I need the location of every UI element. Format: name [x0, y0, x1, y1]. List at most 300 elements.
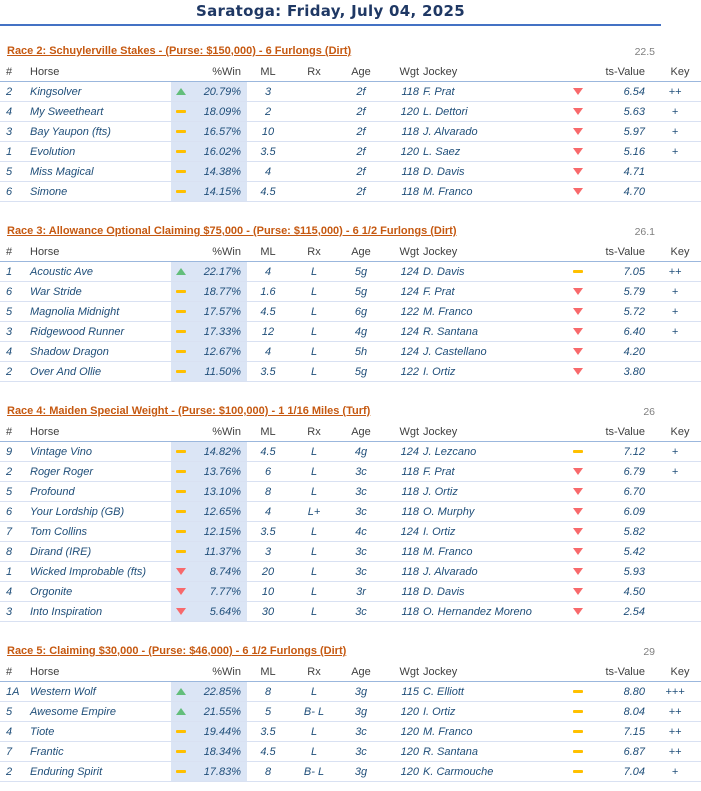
trend-down-icon — [573, 568, 583, 575]
table-row[interactable] — [0, 322, 701, 342]
key-rating — [649, 562, 701, 582]
key-rating: + — [649, 302, 701, 322]
win-percent: 16.02% — [191, 142, 247, 162]
column-header: Key — [649, 242, 701, 262]
race-section — [0, 222, 690, 382]
trend-flat-icon — [573, 270, 583, 273]
table-row[interactable] — [0, 762, 701, 782]
win-percent: 11.50% — [191, 362, 247, 382]
post-number: 6 — [0, 182, 30, 202]
race-title[interactable]: Race 3: Allowance Optional Claiming $75,000 - (Purse: $115,000) - 6 1/2 Furlongs (Dirt) — [7, 225, 457, 237]
jockey: O. Murphy — [423, 502, 565, 522]
key-rating — [649, 182, 701, 202]
trend-flat-icon — [176, 310, 186, 313]
weight: 118 — [383, 602, 423, 622]
key-rating — [649, 362, 701, 382]
post-number: 5 — [0, 162, 30, 182]
weight: 118 — [383, 82, 423, 102]
post-number: 2 — [0, 82, 30, 102]
column-header: %Win — [191, 662, 247, 682]
ts-indicator-cell — [565, 582, 591, 602]
win-percent: 12.15% — [191, 522, 247, 542]
jockey: K. Carmouche — [423, 762, 565, 782]
entries-table — [0, 62, 701, 202]
race-score: 26.1 — [634, 226, 655, 238]
ts-indicator-cell — [565, 182, 591, 202]
age-sex: 5g — [339, 262, 383, 282]
weight: 118 — [383, 502, 423, 522]
column-header: Horse — [30, 422, 171, 442]
table-row[interactable] — [0, 482, 701, 502]
trend-up-icon — [176, 688, 186, 695]
table-row[interactable] — [0, 122, 701, 142]
key-rating: ++ — [649, 722, 701, 742]
trend-flat-icon — [176, 470, 186, 473]
weight: 124 — [383, 342, 423, 362]
column-header: Rx — [289, 62, 339, 82]
win-percent: 22.85% — [191, 682, 247, 702]
win-percent: 7.77% — [191, 582, 247, 602]
win-indicator-cell — [171, 182, 191, 202]
win-percent: 13.76% — [191, 462, 247, 482]
win-indicator-cell — [171, 102, 191, 122]
column-header: ML — [247, 62, 289, 82]
trend-down-icon — [573, 328, 583, 335]
horse-name: Simone — [30, 182, 171, 202]
race-title[interactable]: Race 2: Schuylerville Stakes - (Purse: $150,000) - 6 Furlongs (Dirt) — [7, 45, 352, 57]
horse-name: Your Lordship (GB) — [30, 502, 171, 522]
morning-line: 4.5 — [247, 742, 289, 762]
win-indicator-cell — [171, 462, 191, 482]
horse-name: Orgonite — [30, 582, 171, 602]
key-rating: + — [649, 282, 701, 302]
win-percent: 17.83% — [191, 762, 247, 782]
ts-indicator-cell — [565, 282, 591, 302]
ts-indicator-cell — [565, 82, 591, 102]
morning-line: 4.5 — [247, 302, 289, 322]
age-sex: 3g — [339, 762, 383, 782]
column-header: Wgt — [383, 62, 423, 82]
jockey: M. Franco — [423, 182, 565, 202]
win-indicator-cell — [171, 722, 191, 742]
morning-line: 3.5 — [247, 522, 289, 542]
win-percent: 8.74% — [191, 562, 247, 582]
column-header — [565, 662, 591, 682]
trend-down-icon — [573, 608, 583, 615]
horse-name: Into Inspiration — [30, 602, 171, 622]
age-sex: 3c — [339, 742, 383, 762]
trend-down-icon — [573, 108, 583, 115]
ts-value: 6.40 — [591, 322, 649, 342]
win-indicator-cell — [171, 82, 191, 102]
table-row[interactable] — [0, 562, 701, 582]
jockey: J. Ortiz — [423, 482, 565, 502]
jockey: F. Prat — [423, 82, 565, 102]
win-indicator-cell — [171, 262, 191, 282]
post-number: 2 — [0, 362, 30, 382]
trend-down-icon — [176, 608, 186, 615]
age-sex: 2f — [339, 122, 383, 142]
column-header: Wgt — [383, 662, 423, 682]
key-rating: + — [649, 142, 701, 162]
race-score: 26 — [643, 406, 655, 418]
trend-flat-icon — [176, 170, 186, 173]
horse-name: Wicked Improbable (fts) — [30, 562, 171, 582]
medication: L — [289, 282, 339, 302]
trend-down-icon — [573, 468, 583, 475]
age-sex: 4g — [339, 442, 383, 462]
ts-value: 8.80 — [591, 682, 649, 702]
title-divider — [0, 24, 661, 26]
horse-name: Tiote — [30, 722, 171, 742]
page-title: Saratoga: Friday, July 04, 2025 — [195, 2, 465, 20]
age-sex: 3c — [339, 502, 383, 522]
medication: B- L — [289, 762, 339, 782]
jockey: L. Dettori — [423, 102, 565, 122]
win-indicator-cell — [171, 762, 191, 782]
ts-indicator-cell — [565, 362, 591, 382]
win-percent: 17.57% — [191, 302, 247, 322]
table-row[interactable] — [0, 182, 701, 202]
win-percent: 18.77% — [191, 282, 247, 302]
age-sex: 3r — [339, 582, 383, 602]
medication: L — [289, 322, 339, 342]
age-sex: 2f — [339, 82, 383, 102]
horse-name: Over And Ollie — [30, 362, 171, 382]
ts-value: 6.87 — [591, 742, 649, 762]
column-header: # — [0, 242, 30, 262]
medication: L — [289, 522, 339, 542]
weight: 124 — [383, 262, 423, 282]
ts-indicator-cell — [565, 762, 591, 782]
jockey: C. Elliott — [423, 682, 565, 702]
trend-flat-icon — [176, 130, 186, 133]
morning-line: 3.5 — [247, 142, 289, 162]
post-number: 9 — [0, 442, 30, 462]
medication: L — [289, 302, 339, 322]
trend-flat-icon — [176, 450, 186, 453]
trend-flat-icon — [573, 750, 583, 753]
table-row[interactable] — [0, 302, 701, 322]
trend-down-icon — [573, 368, 583, 375]
jockey: I. Ortiz — [423, 702, 565, 722]
win-indicator-cell — [171, 702, 191, 722]
ts-indicator-cell — [565, 142, 591, 162]
key-rating: ++ — [649, 262, 701, 282]
ts-value: 5.63 — [591, 102, 649, 122]
trend-flat-icon — [573, 770, 583, 773]
entries-table — [0, 422, 701, 622]
age-sex: 4c — [339, 522, 383, 542]
post-number: 4 — [0, 102, 30, 122]
trend-down-icon — [573, 168, 583, 175]
column-header: Key — [649, 62, 701, 82]
table-row[interactable] — [0, 542, 701, 562]
table-row[interactable] — [0, 462, 701, 482]
weight: 124 — [383, 522, 423, 542]
post-number: 5 — [0, 702, 30, 722]
horse-name: Evolution — [30, 142, 171, 162]
key-rating: + — [649, 462, 701, 482]
column-header: Jockey — [423, 422, 565, 442]
medication: L — [289, 542, 339, 562]
morning-line: 10 — [247, 122, 289, 142]
column-header: ts-Value — [591, 242, 649, 262]
medication: L — [289, 342, 339, 362]
age-sex: 5g — [339, 282, 383, 302]
table-row[interactable] — [0, 722, 701, 742]
trend-flat-icon — [573, 690, 583, 693]
horse-name: Shadow Dragon — [30, 342, 171, 362]
medication — [289, 82, 339, 102]
win-percent: 16.57% — [191, 122, 247, 142]
ts-value: 4.70 — [591, 182, 649, 202]
ts-value: 6.79 — [591, 462, 649, 482]
column-header: Key — [649, 422, 701, 442]
table-row[interactable] — [0, 162, 701, 182]
horse-name: Ridgewood Runner — [30, 322, 171, 342]
win-indicator-cell — [171, 322, 191, 342]
table-header-row — [0, 662, 701, 682]
table-row[interactable] — [0, 582, 701, 602]
table-row[interactable] — [0, 102, 701, 122]
age-sex: 2f — [339, 102, 383, 122]
morning-line: 4 — [247, 162, 289, 182]
morning-line: 5 — [247, 702, 289, 722]
column-header: Wgt — [383, 242, 423, 262]
medication — [289, 142, 339, 162]
medication: L+ — [289, 502, 339, 522]
win-percent: 14.38% — [191, 162, 247, 182]
race-section — [0, 402, 690, 622]
win-percent: 17.33% — [191, 322, 247, 342]
column-header: Age — [339, 662, 383, 682]
table-row[interactable] — [0, 742, 701, 762]
trend-down-icon — [573, 548, 583, 555]
win-percent: 12.65% — [191, 502, 247, 522]
ts-value: 5.72 — [591, 302, 649, 322]
ts-indicator-cell — [565, 722, 591, 742]
jockey: D. Davis — [423, 162, 565, 182]
column-header — [171, 662, 191, 682]
morning-line: 8 — [247, 482, 289, 502]
horse-name: Profound — [30, 482, 171, 502]
column-header: Rx — [289, 422, 339, 442]
weight: 118 — [383, 562, 423, 582]
table-row[interactable] — [0, 342, 701, 362]
win-indicator-cell — [171, 122, 191, 142]
table-row[interactable] — [0, 362, 701, 382]
trend-flat-icon — [176, 490, 186, 493]
ts-indicator-cell — [565, 742, 591, 762]
table-row[interactable] — [0, 442, 701, 462]
ts-value: 5.97 — [591, 122, 649, 142]
table-row[interactable] — [0, 282, 701, 302]
ts-value: 8.04 — [591, 702, 649, 722]
jockey: R. Santana — [423, 742, 565, 762]
column-header: %Win — [191, 242, 247, 262]
medication: L — [289, 482, 339, 502]
table-row[interactable] — [0, 522, 701, 542]
race-title[interactable]: Race 4: Maiden Special Weight - (Purse: $100,000) - 1 1/16 Miles (Turf) — [7, 405, 371, 417]
table-row[interactable] — [0, 142, 701, 162]
ts-value: 5.42 — [591, 542, 649, 562]
ts-value: 6.54 — [591, 82, 649, 102]
win-percent: 18.34% — [191, 742, 247, 762]
table-row[interactable] — [0, 82, 701, 102]
horse-name: Roger Roger — [30, 462, 171, 482]
jockey: F. Prat — [423, 462, 565, 482]
weight: 115 — [383, 682, 423, 702]
race-title[interactable]: Race 5: Claiming $30,000 - (Purse: $46,000) - 6 1/2 Furlongs (Dirt) — [7, 645, 347, 657]
post-number: 3 — [0, 122, 30, 142]
entries-table — [0, 242, 701, 382]
morning-line: 2 — [247, 102, 289, 122]
trend-down-icon — [573, 148, 583, 155]
post-number: 6 — [0, 502, 30, 522]
age-sex: 4g — [339, 322, 383, 342]
post-number: 1A — [0, 682, 30, 702]
morning-line: 6 — [247, 462, 289, 482]
ts-value: 6.09 — [591, 502, 649, 522]
weight: 122 — [383, 302, 423, 322]
win-percent: 13.10% — [191, 482, 247, 502]
entries-table — [0, 662, 701, 782]
post-number: 2 — [0, 762, 30, 782]
win-indicator-cell — [171, 162, 191, 182]
ts-indicator-cell — [565, 162, 591, 182]
key-rating: + — [649, 442, 701, 462]
table-row[interactable] — [0, 602, 701, 622]
win-indicator-cell — [171, 342, 191, 362]
key-rating: ++ — [649, 82, 701, 102]
medication: L — [289, 442, 339, 462]
horse-name: Enduring Spirit — [30, 762, 171, 782]
medication: L — [289, 262, 339, 282]
column-header: ML — [247, 422, 289, 442]
trend-flat-icon — [176, 330, 186, 333]
trend-flat-icon — [176, 550, 186, 553]
ts-indicator-cell — [565, 262, 591, 282]
win-percent: 14.15% — [191, 182, 247, 202]
post-number: 3 — [0, 602, 30, 622]
trend-down-icon — [573, 128, 583, 135]
ts-value: 7.12 — [591, 442, 649, 462]
horse-name: My Sweetheart — [30, 102, 171, 122]
jockey: M. Franco — [423, 722, 565, 742]
age-sex: 5h — [339, 342, 383, 362]
jockey: J. Castellano — [423, 342, 565, 362]
jockey: O. Hernandez Moreno — [423, 602, 565, 622]
weight: 118 — [383, 162, 423, 182]
jockey: D. Davis — [423, 582, 565, 602]
trend-down-icon — [573, 188, 583, 195]
ts-value: 7.04 — [591, 762, 649, 782]
table-row[interactable] — [0, 502, 701, 522]
column-header — [565, 422, 591, 442]
key-rating — [649, 162, 701, 182]
table-row[interactable] — [0, 262, 701, 282]
age-sex: 3c — [339, 542, 383, 562]
win-indicator-cell — [171, 682, 191, 702]
trend-flat-icon — [176, 150, 186, 153]
win-indicator-cell — [171, 362, 191, 382]
key-rating: ++ — [649, 742, 701, 762]
weight: 118 — [383, 122, 423, 142]
table-row[interactable] — [0, 702, 701, 722]
post-number: 1 — [0, 142, 30, 162]
ts-value: 4.50 — [591, 582, 649, 602]
win-percent: 14.82% — [191, 442, 247, 462]
medication: L — [289, 462, 339, 482]
jockey: L. Saez — [423, 142, 565, 162]
ts-indicator-cell — [565, 342, 591, 362]
morning-line: 8 — [247, 682, 289, 702]
morning-line: 10 — [247, 582, 289, 602]
win-indicator-cell — [171, 582, 191, 602]
key-rating: +++ — [649, 682, 701, 702]
horse-name: Vintage Vino — [30, 442, 171, 462]
column-header: %Win — [191, 62, 247, 82]
race-section — [0, 642, 690, 782]
trend-flat-icon — [573, 450, 583, 453]
race-header — [0, 42, 661, 62]
post-number: 4 — [0, 342, 30, 362]
column-header — [171, 62, 191, 82]
post-number: 7 — [0, 522, 30, 542]
trend-flat-icon — [176, 110, 186, 113]
post-number: 3 — [0, 322, 30, 342]
trend-flat-icon — [573, 730, 583, 733]
weight: 118 — [383, 542, 423, 562]
medication — [289, 182, 339, 202]
ts-value: 6.70 — [591, 482, 649, 502]
post-number: 4 — [0, 722, 30, 742]
win-percent: 22.17% — [191, 262, 247, 282]
trend-down-icon — [573, 348, 583, 355]
weight: 124 — [383, 322, 423, 342]
column-header: ts-Value — [591, 422, 649, 442]
medication: L — [289, 582, 339, 602]
post-number: 6 — [0, 282, 30, 302]
age-sex: 3c — [339, 722, 383, 742]
win-indicator-cell — [171, 502, 191, 522]
age-sex: 3c — [339, 482, 383, 502]
win-indicator-cell — [171, 302, 191, 322]
key-rating — [649, 522, 701, 542]
weight: 120 — [383, 722, 423, 742]
win-indicator-cell — [171, 282, 191, 302]
column-header: # — [0, 422, 30, 442]
race-header — [0, 402, 661, 422]
win-percent: 5.64% — [191, 602, 247, 622]
weight: 118 — [383, 482, 423, 502]
column-header: ML — [247, 242, 289, 262]
horse-name: Dirand (IRE) — [30, 542, 171, 562]
morning-line: 20 — [247, 562, 289, 582]
column-header: Rx — [289, 662, 339, 682]
post-number: 7 — [0, 742, 30, 762]
trend-down-icon — [573, 488, 583, 495]
column-header: Age — [339, 422, 383, 442]
trend-down-icon — [573, 88, 583, 95]
morning-line: 4.5 — [247, 182, 289, 202]
trend-down-icon — [573, 528, 583, 535]
table-row[interactable] — [0, 682, 701, 702]
age-sex: 3c — [339, 462, 383, 482]
medication: L — [289, 602, 339, 622]
column-header — [171, 422, 191, 442]
